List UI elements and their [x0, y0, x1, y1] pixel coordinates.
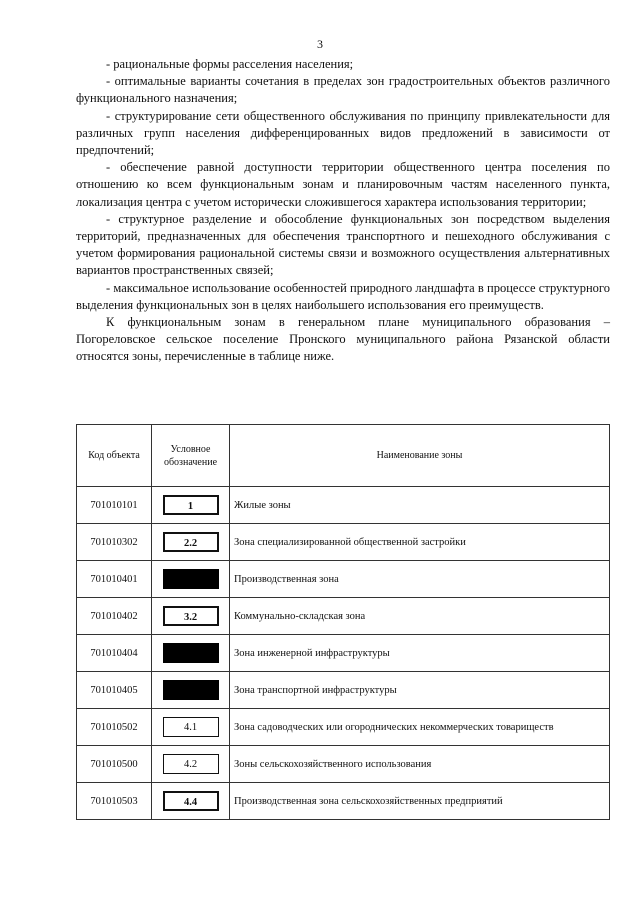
- zone-name: Зона садоводческих или огороднических некоммерческих товариществ: [230, 709, 610, 746]
- zone-symbol: 1: [163, 495, 219, 515]
- table-row: [77, 783, 610, 820]
- zone-symbol: 4.4: [163, 791, 219, 811]
- zone-symbol: 4.2: [163, 754, 219, 774]
- paragraph-zones-intro: К функциональным зонам в генеральном плане муниципального образования – Погореловское сельское поселение Пронского муниципального района Рязанской области относятся зоны, перечисленные в таблице ниже.: [76, 315, 610, 364]
- zone-code: 701010402: [77, 598, 152, 635]
- paragraph-landscape-use: - максимальное использование особенностей природного ландшафта в процессе структурного выделения функциональных зон в целях наибольшего использования его преимуществ.: [76, 280, 610, 312]
- zone-code: 701010503: [77, 783, 152, 820]
- paragraph-service-network: - структурирование сети общественного обслуживания по принципу привлекательности для различных групп населения дифференцированных видов предложений в зависимости от предпочтений;: [76, 108, 610, 158]
- table-row: [77, 746, 610, 783]
- zone-name: Жилые зоны: [230, 487, 610, 524]
- zones-table: [76, 424, 610, 820]
- paragraph-structural-separation: - структурное разделение и обособление функциональных зон посредством выделения территорий, предназначенных для обеспечения транспортного и пешеходного обслуживания с учетом формирования рациональной системы связи и возможного осуществления альтернативных вариантов пространственных связей;: [76, 211, 610, 278]
- header-symbol: Условное обозначение: [152, 425, 230, 487]
- zone-code: 701010404: [77, 635, 152, 672]
- paragraph-rational-settlement: - рациональные формы расселения населения;: [106, 57, 354, 71]
- table-row: [77, 672, 610, 709]
- table-row: [77, 709, 610, 746]
- paragraph-equal-accessibility: - обеспечение равной доступности территории общественного центра поселения по отношению ко всем функциональным зонам и планировочным частям населенного пункта, локализация центра с учетом исторически сложившегося характера использования территории;: [76, 160, 610, 209]
- zone-name: Производственная зона сельскохозяйственных предприятий: [230, 783, 610, 820]
- table-row: [77, 487, 610, 524]
- zone-name: Зона специализированной общественной застройки: [230, 524, 610, 561]
- zone-name: Зоны сельскохозяйственного использования: [230, 746, 610, 783]
- page-number: 3: [317, 37, 323, 51]
- table-row: [77, 524, 610, 561]
- document-body: [76, 56, 610, 366]
- table-row: [77, 598, 610, 635]
- zone-code: 701010500: [77, 746, 152, 783]
- zone-symbol: 3.2: [163, 606, 219, 626]
- zone-name: Коммунально-складская зона: [230, 598, 610, 635]
- zone-symbol-filled: [163, 643, 219, 663]
- zone-code: 701010502: [77, 709, 152, 746]
- zone-code: 701010405: [77, 672, 152, 709]
- zone-symbol-filled: [163, 680, 219, 700]
- header-code: Код объекта: [77, 425, 152, 487]
- zone-name: Зона инженерной инфраструктуры: [230, 635, 610, 672]
- table-row: [77, 635, 610, 672]
- zone-code: 701010401: [77, 561, 152, 598]
- zone-name: Зона транспортной инфраструктуры: [230, 672, 610, 709]
- zone-code: 701010101: [77, 487, 152, 524]
- zone-name: Производственная зона: [230, 561, 610, 598]
- zone-code: 701010302: [77, 524, 152, 561]
- zone-symbol-filled: [163, 569, 219, 589]
- table-header-row: [77, 425, 610, 487]
- table-row: [77, 561, 610, 598]
- zone-symbol: 4.1: [163, 717, 219, 737]
- paragraph-optimal-combination: - оптимальные варианты сочетания в пределах зон градостроительных объектов различного функционального назначения;: [76, 74, 610, 106]
- header-zone-name: Наименование зоны: [230, 425, 610, 487]
- zone-symbol: 2.2: [163, 532, 219, 552]
